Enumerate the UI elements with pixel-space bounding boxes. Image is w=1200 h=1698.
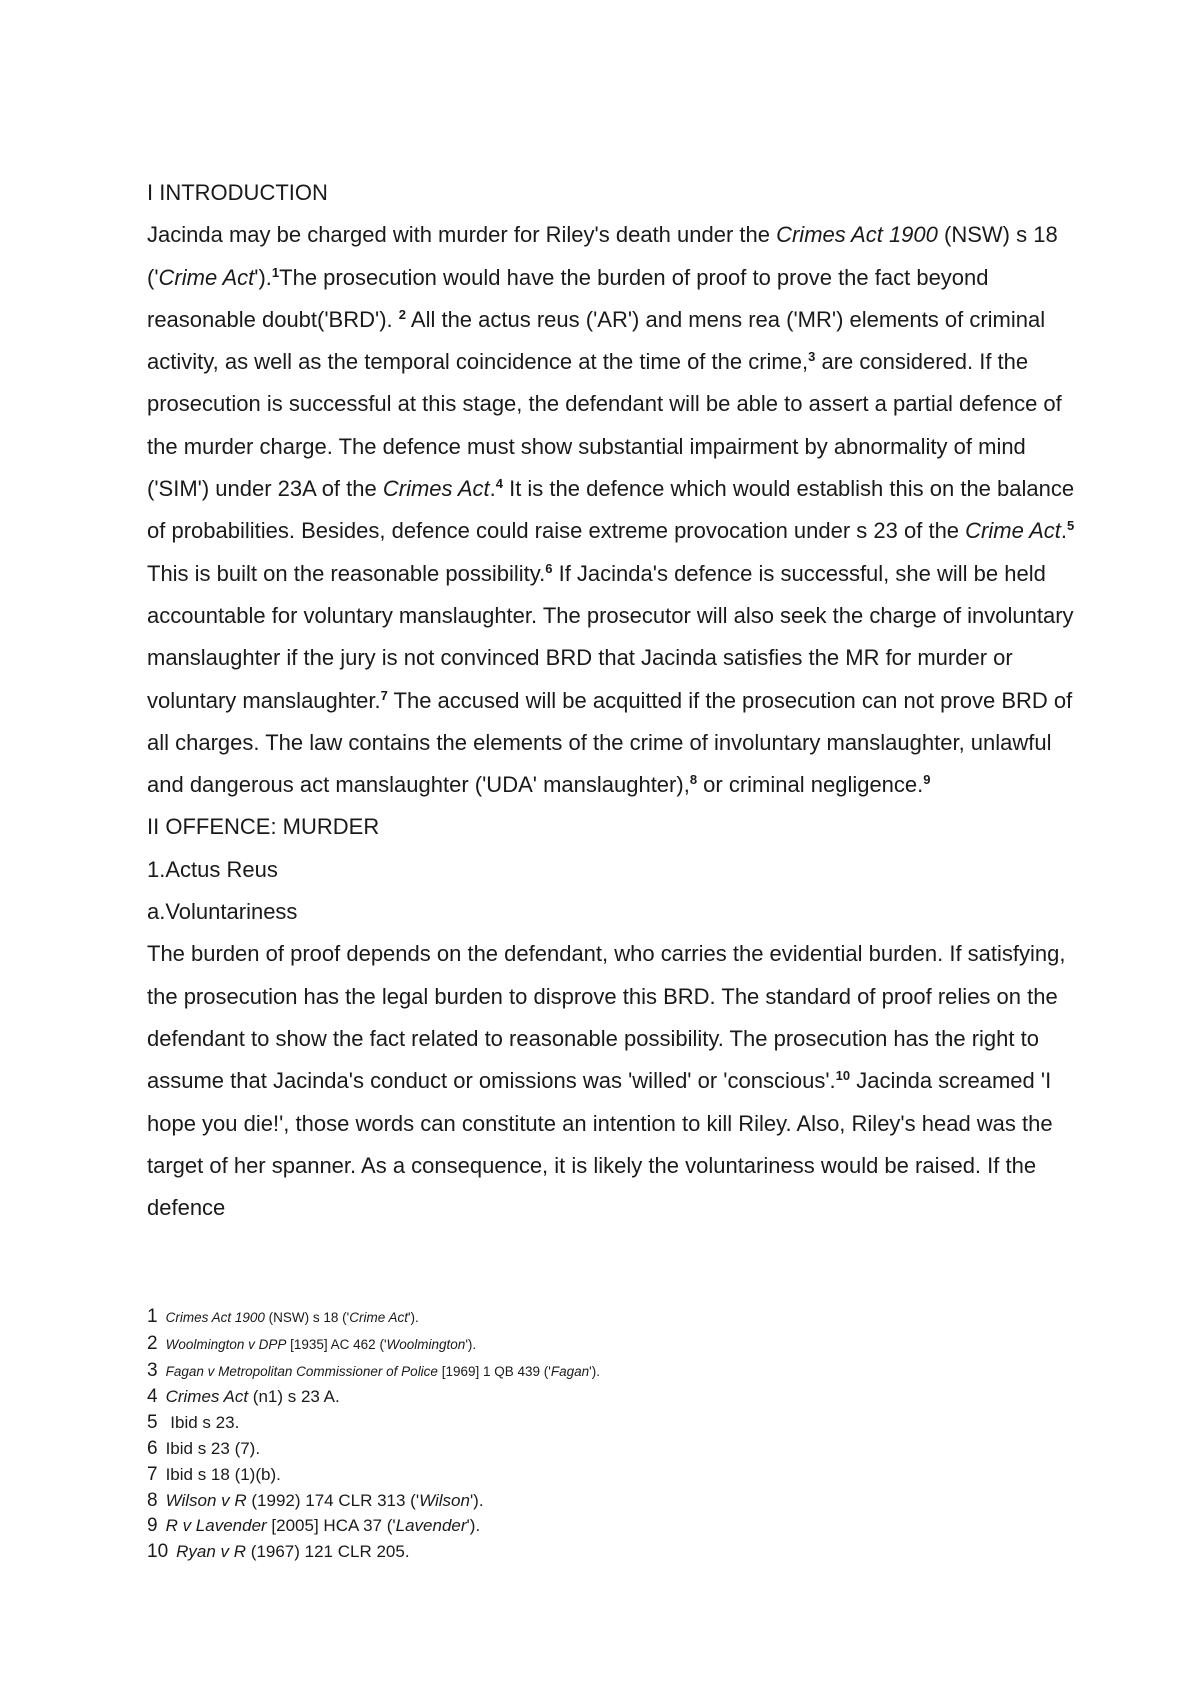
footnote-text xyxy=(166,1516,481,1535)
footnote-number: 5 xyxy=(147,1412,158,1434)
italic-text: Wilson v R xyxy=(165,1490,247,1510)
text-run: Ibid s 18 (1)(b). xyxy=(165,1464,281,1484)
footnote-ref: 1 xyxy=(271,264,280,280)
footnote-ref: 2 xyxy=(398,306,406,322)
document-body xyxy=(147,172,1077,1229)
text-run: (1992) 174 CLR 313 (' xyxy=(246,1490,420,1510)
text-run: Jacinda may be charged with murder for Riley's death under the xyxy=(147,222,777,248)
text-run: The prosecution would have the burden of proof to prove the fact beyond reasonable doubt('BRD'). xyxy=(147,264,989,332)
text-run: '). xyxy=(465,1336,477,1352)
italic-text: Crimes Act 1900 xyxy=(165,1310,265,1325)
footnote-number: 3 xyxy=(147,1359,158,1381)
text-run: (NSW) s 18 (' xyxy=(264,1310,350,1325)
footnote-ref: 10 xyxy=(835,1068,851,1084)
text-run: If Jacinda's defence is successful, she will be held accountable for voluntary manslaughter. The prosecutor will also seek the charge of involuntary manslaughter if the jury is not convinced BRD that Jacinda satisfies the MR for murder or voluntary manslaughter. xyxy=(147,560,1074,713)
text-run: '). xyxy=(589,1363,600,1379)
italic-text: Ryan v R xyxy=(176,1542,247,1562)
text-run: . xyxy=(1060,518,1068,544)
text-run: '). xyxy=(469,1490,484,1510)
footnote-number: 1 xyxy=(147,1306,158,1327)
text-run: [1935] AC 462 (' xyxy=(286,1336,387,1352)
footnote-ref: 9 xyxy=(923,772,931,788)
text-run: [2005] HCA 37 (' xyxy=(266,1516,396,1536)
footnote-ref: 4 xyxy=(495,476,503,492)
offence-heading: II OFFENCE: MURDER xyxy=(147,814,380,840)
footnote-number: 4 xyxy=(147,1386,158,1408)
footnote-text xyxy=(166,1413,240,1432)
footnote-number: 7 xyxy=(147,1463,158,1485)
italic-text: Crimes Act xyxy=(382,476,490,502)
italic-text: Crime Act xyxy=(158,264,255,290)
footnote-text xyxy=(166,1491,484,1510)
italic-text: Crimes Act xyxy=(165,1387,249,1407)
text-run: are considered. If the prosecution is successful at this stage, the defendant will be able to assert a partial defence of the murder charge. The defence must show substantial impairment by abnormality of mind ('SIM') under 23A of the xyxy=(147,349,1062,502)
italic-text: Woolmington v DPP xyxy=(165,1336,287,1352)
italic-text: Crimes Act 1900 xyxy=(776,222,938,248)
text-run: '). xyxy=(466,1516,481,1536)
italic-text: R v Lavender xyxy=(165,1516,267,1536)
footnote-ref: 3 xyxy=(808,349,816,365)
footnote xyxy=(147,1358,1077,1385)
footnote-ref: 5 xyxy=(1067,518,1075,534)
footnote-text xyxy=(166,1387,340,1406)
italic-text: Wilson xyxy=(419,1490,470,1510)
intro-paragraph xyxy=(147,214,1077,806)
text-run: (NSW) s 18 (' xyxy=(147,222,1058,290)
text-run: (1967) 121 CLR 205. xyxy=(246,1542,410,1562)
footnote-number: 8 xyxy=(147,1489,158,1511)
text-run: . xyxy=(489,476,496,502)
text-run: [1969] 1 QB 439 (' xyxy=(437,1363,551,1379)
text-run: All the actus reus ('AR') and mens rea ('MR') elements of criminal activity, as well as the temporal coincidence at the time of the crime, xyxy=(147,306,1046,375)
text-run: It is the defence which would establish this on the balance of probabilities. Besides, defence could raise extreme provocation under s 23 of the xyxy=(147,476,1075,544)
text-run: The burden of proof depends on the defendant, who carries the evidential burden. If satisfying, the prosecution has the legal burden to disprove this BRD. The standard of proof relies on the defendant to show the fact related to reasonable possibility. The prosecution has the right to assume that Jacinda's conduct or omissions was 'willed' or 'conscious'. xyxy=(147,941,1066,1094)
voluntariness-paragraph xyxy=(147,933,1077,1229)
text-run: '). xyxy=(254,264,272,290)
text-run: Jacinda screamed 'I hope you die!', those words can constitute an intention to kill Riley. Also, Riley's head was the target of her spanner. As a consequence, it is likely the voluntariness would be raised. If the defence xyxy=(147,1068,1053,1221)
text-run: (n1) s 23 A. xyxy=(248,1387,340,1407)
footnote xyxy=(147,1304,1077,1331)
text-run: '). xyxy=(407,1310,419,1325)
italic-text: Lavender xyxy=(395,1516,467,1536)
footnote-text xyxy=(166,1310,419,1325)
voluntariness-heading: a.Voluntariness xyxy=(147,899,298,925)
italic-text: Woolmington xyxy=(386,1336,466,1352)
footnote-number: 2 xyxy=(147,1332,158,1354)
footnote-number: 9 xyxy=(147,1515,158,1537)
footnote-text xyxy=(166,1465,281,1484)
footnote xyxy=(147,1513,1077,1539)
text-run: This is built on the reasonable possibility. xyxy=(147,560,546,586)
footnote-number: 6 xyxy=(147,1437,158,1459)
footnote-text xyxy=(166,1337,477,1352)
italic-text: Crime Act xyxy=(965,518,1061,544)
footnote-text xyxy=(166,1439,261,1458)
footnote xyxy=(147,1488,1077,1514)
actus-reus-heading: 1.Actus Reus xyxy=(147,856,278,882)
text-run: Ibid s 23 (7). xyxy=(165,1438,261,1458)
footnote xyxy=(147,1410,1077,1436)
italic-text: Fagan v Metropolitan Commissioner of Police xyxy=(165,1363,438,1379)
text-run: The accused will be acquitted if the prosecution can not prove BRD of all charges. The law contains the elements of the crime of involuntary manslaughter, unlawful and dangerous act manslaughter ('UDA' manslaughter), xyxy=(147,687,1073,798)
footnote-text xyxy=(176,1542,409,1561)
footnote xyxy=(147,1539,1077,1565)
footnote xyxy=(147,1331,1077,1358)
footnote-ref: 8 xyxy=(689,772,698,788)
italic-text: Crime Act xyxy=(349,1310,408,1325)
footnote xyxy=(147,1436,1077,1462)
footnote xyxy=(147,1462,1077,1488)
footnote xyxy=(147,1384,1077,1410)
footnote-number: 10 xyxy=(147,1541,169,1563)
footnotes xyxy=(147,1304,1077,1565)
footnote-ref: 7 xyxy=(380,687,388,703)
footnote-text xyxy=(166,1364,600,1379)
intro-heading: I INTRODUCTION xyxy=(147,180,328,205)
footnote-ref: 6 xyxy=(545,560,553,576)
italic-text: Fagan xyxy=(550,1363,590,1379)
text-run: Ibid s 23. xyxy=(165,1413,240,1433)
text-run: or criminal negligence. xyxy=(697,772,924,798)
